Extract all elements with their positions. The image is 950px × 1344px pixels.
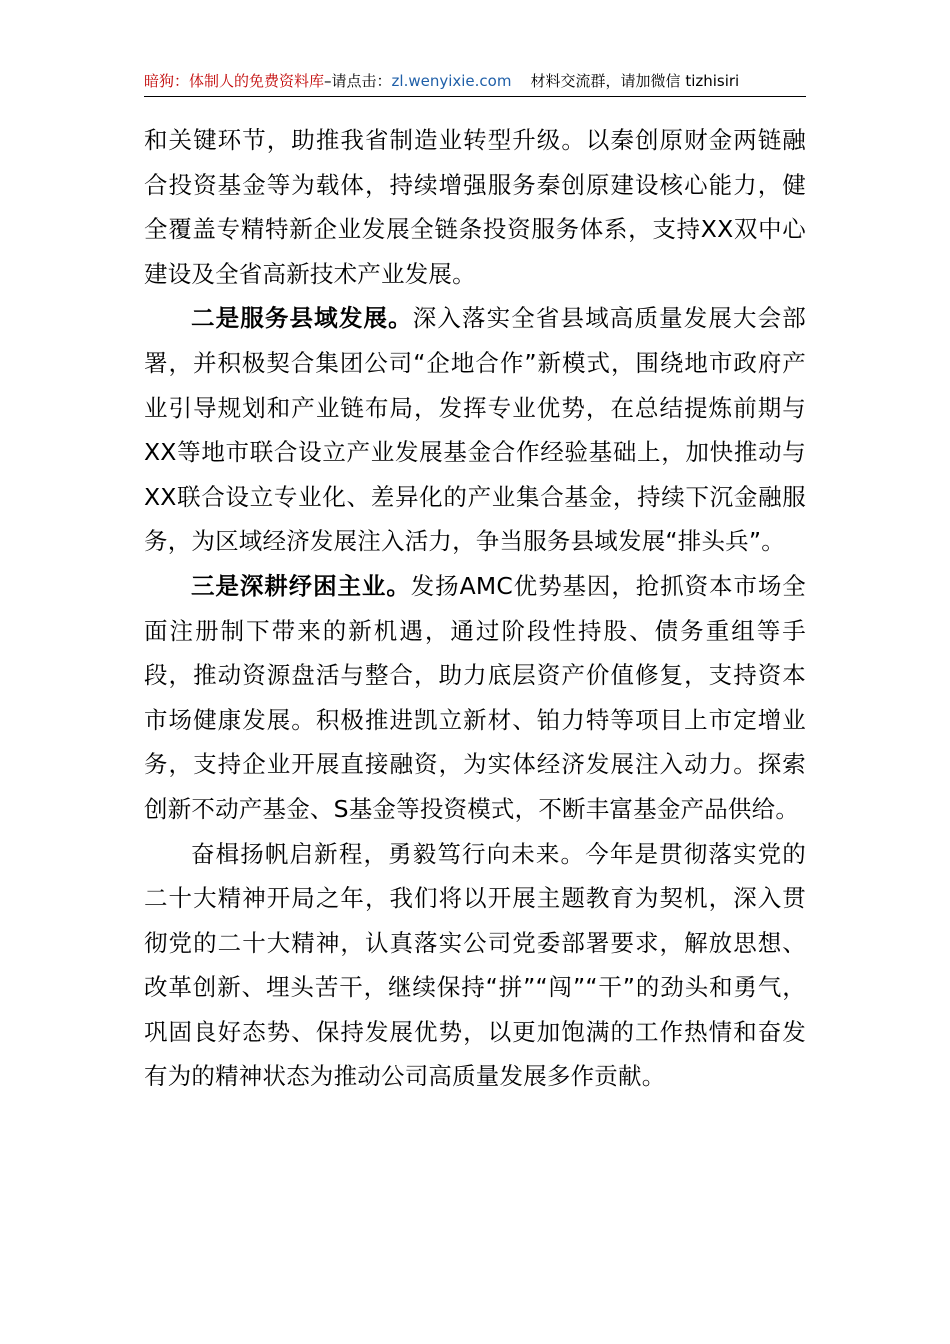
paragraph-relief-business bbox=[144, 564, 806, 832]
paragraph-lead-heading: 三是深耕纾困主业。 bbox=[191, 571, 411, 600]
header-click-prompt: –请点击： bbox=[324, 72, 392, 90]
paragraph-lead-heading: 二是服务县域发展。 bbox=[191, 304, 413, 333]
header-wechat-note: 材料交流群，请加微信 tizhisiri bbox=[530, 72, 740, 90]
paragraph-continuation bbox=[144, 118, 806, 296]
paragraph-conclusion bbox=[144, 832, 806, 1100]
paragraph-county-development bbox=[144, 296, 806, 564]
document-body bbox=[144, 118, 806, 1099]
paragraph-text: 发扬AMC优势基因，抢抓资本市场全面注册制下带来的新机遇，通过阶段性持股、债务重组等手段，推动资源盘活与整合，助力底层资产价值修复，支持资本市场健康发展。积极推进凯立新材、铂力特等项目上市定增业务，支持企业开展直接融资，为实体经济发展注入动力。探索创新不动产基金、S基金等投资模式，不断丰富基金产品供给。 bbox=[144, 571, 806, 823]
paragraph-text: 奋楫扬帆启新程，勇毅笃行向未来。今年是贯彻落实党的二十大精神开局之年，我们将以开展主题教育为契机，深入贯彻党的二十大精神，认真落实公司党委部署要求，解放思想、改革创新、埋头苦干，继续保持“拼”“闯”“干”的劲头和勇气，巩固良好态势、保持发展优势，以更加饱满的工作热情和奋发有为的精神状态为推动公司高质量发展多作贡献。 bbox=[144, 839, 806, 1091]
header-url-link[interactable]: zl.wenyixie.com bbox=[391, 72, 512, 90]
header-site-name: 暗狗：体制人的免费资料库 bbox=[144, 72, 325, 90]
page-header bbox=[144, 66, 806, 97]
paragraph-text: 和关键环节，助推我省制造业转型升级。以秦创原财金两链融合投资基金等为载体，持续增强服务秦创原建设核心能力，健全覆盖专精特新企业发展全链条投资服务体系，支持XX双中心建设及全省高新技术产业发展。 bbox=[144, 126, 806, 288]
paragraph-text: 深入落实全省县域高质量发展大会部署，并积极契合集团公司“企地合作”新模式，围绕地市政府产业引导规划和产业链布局，发挥专业优势，在总结提炼前期与XX等地市联合设立产业发展基金合作经验基础上，加快推动与XX联合设立专业化、差异化的产业集合基金，持续下沉金融服务，为区域经济发展注入活力，争当服务县域发展“排头兵”。 bbox=[144, 304, 806, 556]
